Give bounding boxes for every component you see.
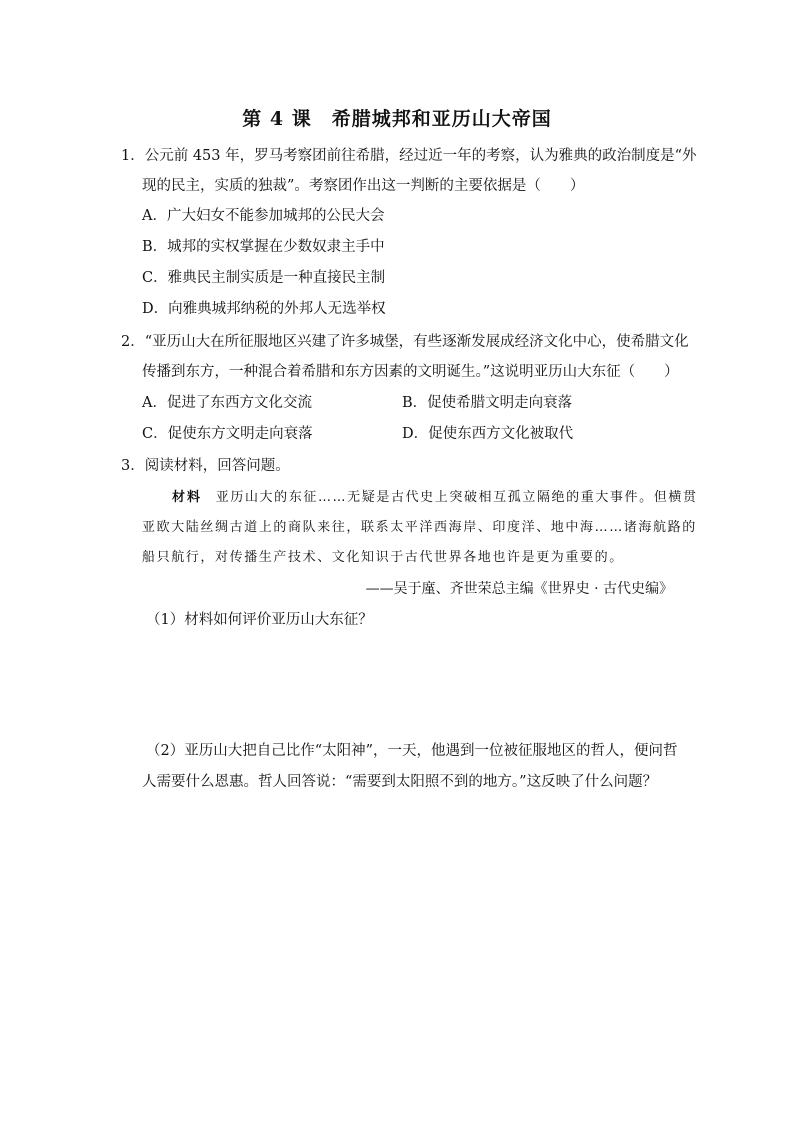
question-1-option-a: A．广大妇女不能参加城邦的公民大会 bbox=[142, 208, 385, 224]
question-3-sub-2-line-2: 人需要什么恩惠。哲人回答说：“需要到太阳照不到的地方。”这反映了什么问题？ bbox=[142, 774, 658, 790]
question-2-line-1: 2．“亚历山大在所征服地区兴建了许多城堡，有些逐渐发展成经济文化中心，使希腊文化 bbox=[121, 334, 689, 350]
question-2-option-b: B．促使希腊文明走向衰落 bbox=[402, 395, 573, 411]
question-2-line-2: 传播到东方，一种混合着希腊和东方因素的文明诞生。”这说明亚历山大东征（ ） bbox=[142, 364, 679, 380]
material-line-2: 亚欧大陆丝绸古道上的商队来往，联系太平洋西海岸、印度洋、地中海……诸海航路的 bbox=[142, 520, 697, 535]
material-line-1 bbox=[172, 488, 698, 508]
question-3-sub-1: （1）材料如何评价亚历山大东征？ bbox=[146, 612, 373, 628]
question-2-option-a: A．促进了东西方文化交流 bbox=[142, 395, 312, 411]
question-1-option-b: B．城邦的实权掌握在少数奴隶主手中 bbox=[142, 239, 385, 255]
question-2-option-c: C．促使东方文明走向衰落 bbox=[142, 426, 313, 442]
question-1-line-2: 现的民主，实质的独裁”。考察团作出这一判断的主要依据是（ ） bbox=[142, 178, 585, 194]
question-1-line-1: 1．公元前 453 年，罗马考察团前往希腊，经过近一年的考察，认为雅典的政治制度是“外 bbox=[121, 148, 697, 164]
question-1-option-c: C．雅典民主制实质是一种直接民主制 bbox=[142, 270, 386, 286]
material-line-3: 船只航行，对传播生产技术、文化知识于古代世界各地也许是更为重要的。 bbox=[142, 550, 624, 565]
question-1-option-d: D．向雅典城邦纳税的外邦人无选举权 bbox=[142, 301, 386, 317]
material-text-1: 亚历山大的东征……无疑是古代史上突破相互孤立隔绝的重大事件。但横贯 bbox=[215, 490, 698, 505]
question-3-line-1: 3．阅读材料，回答问题。 bbox=[121, 458, 290, 474]
material-label: 材料 bbox=[172, 490, 203, 505]
page-title: 第 4 课 希腊城邦和亚历山大帝国 bbox=[242, 108, 552, 130]
material-source: ——吴于廑、齐世荣总主编《世界史 · 古代史编》 bbox=[365, 581, 673, 597]
question-3-sub-2-line-1: （2）亚历山大把自己比作“太阳神”，一天，他遇到一位被征服地区的哲人，便问哲 bbox=[146, 743, 678, 759]
question-2-option-d: D．促使东西方文化被取代 bbox=[402, 426, 574, 442]
